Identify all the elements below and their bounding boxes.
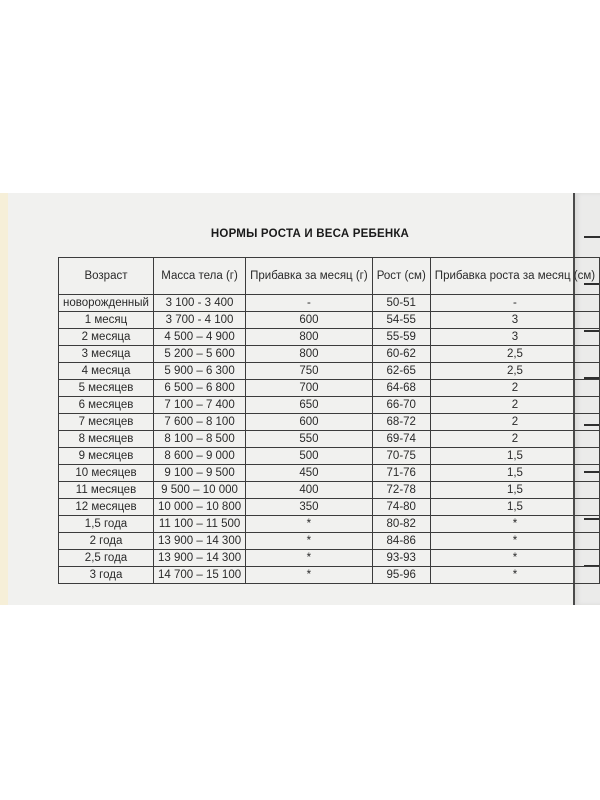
table-header-row (59, 258, 600, 295)
table-row (59, 448, 600, 465)
body-mass-cell: 11 100 – 11 500 (153, 516, 245, 533)
age-cell: 3 месяца (59, 346, 154, 363)
weight-gain-cell: - (246, 295, 373, 312)
weight-gain-cell: 500 (246, 448, 373, 465)
body-mass-cell: 5 200 – 5 600 (153, 346, 245, 363)
body-mass-cell: 4 500 – 4 900 (153, 329, 245, 346)
age-cell: 4 месяца (59, 363, 154, 380)
table-row (59, 482, 600, 499)
weight-gain-cell: * (246, 550, 373, 567)
age-cell: 2 месяца (59, 329, 154, 346)
table-row (59, 431, 600, 448)
table-row (59, 550, 600, 567)
height-cell: 68-72 (372, 414, 430, 431)
height-gain-cell: 2 (430, 397, 599, 414)
table-row (59, 346, 600, 363)
height-gain-cell: 1,5 (430, 482, 599, 499)
table-row (59, 533, 600, 550)
header-body-mass: Масса тела (г) (153, 258, 245, 295)
body-mass-cell: 8 100 – 8 500 (153, 431, 245, 448)
table-row (59, 397, 600, 414)
height-cell: 70-75 (372, 448, 430, 465)
body-mass-cell: 13 900 – 14 300 (153, 533, 245, 550)
table-body (59, 295, 600, 584)
height-gain-cell: - (430, 295, 599, 312)
body-mass-cell: 6 500 – 6 800 (153, 380, 245, 397)
table-row (59, 414, 600, 431)
height-cell: 84-86 (372, 533, 430, 550)
height-gain-cell: 3 (430, 312, 599, 329)
body-mass-cell: 7 100 – 7 400 (153, 397, 245, 414)
weight-gain-cell: 550 (246, 431, 373, 448)
height-cell: 50-51 (372, 295, 430, 312)
age-cell: 11 месяцев (59, 482, 154, 499)
weight-gain-cell: * (246, 567, 373, 584)
table-row (59, 465, 600, 482)
height-cell: 55-59 (372, 329, 430, 346)
weight-gain-cell: 750 (246, 363, 373, 380)
age-cell: 10 месяцев (59, 465, 154, 482)
height-gain-cell: 2,5 (430, 363, 599, 380)
weight-gain-cell: 800 (246, 346, 373, 363)
body-mass-cell: 9 500 – 10 000 (153, 482, 245, 499)
height-cell: 80-82 (372, 516, 430, 533)
body-mass-cell: 13 900 – 14 300 (153, 550, 245, 567)
weight-gain-cell: 600 (246, 414, 373, 431)
weight-gain-cell: 350 (246, 499, 373, 516)
height-cell: 66-70 (372, 397, 430, 414)
body-mass-cell: 5 900 – 6 300 (153, 363, 245, 380)
height-gain-cell: 1,5 (430, 448, 599, 465)
growth-weight-table (58, 257, 600, 584)
age-cell: 1 месяц (59, 312, 154, 329)
age-cell: 7 месяцев (59, 414, 154, 431)
table-row (59, 295, 600, 312)
age-cell: 12 месяцев (59, 499, 154, 516)
page-title: НОРМЫ РОСТА И ВЕСА РЕБЕНКА (210, 228, 410, 240)
age-cell: 8 месяцев (59, 431, 154, 448)
header-monthly-weight-gain: Прибавка за месяц (г) (246, 258, 373, 295)
table-row (59, 499, 600, 516)
body-mass-cell: 10 000 – 10 800 (153, 499, 245, 516)
table-row (59, 312, 600, 329)
height-gain-cell: 2,5 (430, 346, 599, 363)
height-cell: 69-74 (372, 431, 430, 448)
age-cell: 2,5 года (59, 550, 154, 567)
height-gain-cell: * (430, 516, 599, 533)
height-gain-cell: 2 (430, 414, 599, 431)
height-cell: 71-76 (372, 465, 430, 482)
table-row (59, 363, 600, 380)
height-gain-cell: 3 (430, 329, 599, 346)
body-mass-cell: 3 100 - 3 400 (153, 295, 245, 312)
age-cell: 5 месяцев (59, 380, 154, 397)
table-row (59, 380, 600, 397)
header-age: Возраст (59, 258, 154, 295)
body-mass-cell: 8 600 – 9 000 (153, 448, 245, 465)
height-cell: 60-62 (372, 346, 430, 363)
body-mass-cell: 14 700 – 15 100 (153, 567, 245, 584)
height-cell: 62-65 (372, 363, 430, 380)
height-cell: 72-78 (372, 482, 430, 499)
height-gain-cell: * (430, 550, 599, 567)
height-cell: 64-68 (372, 380, 430, 397)
height-gain-cell: 2 (430, 431, 599, 448)
table-row (59, 329, 600, 346)
age-cell: 9 месяцев (59, 448, 154, 465)
age-cell: 6 месяцев (59, 397, 154, 414)
height-cell: 95-96 (372, 567, 430, 584)
body-mass-cell: 7 600 – 8 100 (153, 414, 245, 431)
weight-gain-cell: 600 (246, 312, 373, 329)
height-gain-cell: 1,5 (430, 465, 599, 482)
table-row (59, 567, 600, 584)
height-cell: 54-55 (372, 312, 430, 329)
body-mass-cell: 9 100 – 9 500 (153, 465, 245, 482)
weight-gain-cell: 450 (246, 465, 373, 482)
weight-gain-cell: 800 (246, 329, 373, 346)
age-cell: 3 года (59, 567, 154, 584)
height-gain-cell: 1,5 (430, 499, 599, 516)
weight-gain-cell: 400 (246, 482, 373, 499)
weight-gain-cell: * (246, 533, 373, 550)
height-gain-cell: * (430, 567, 599, 584)
age-cell: новорожденный (59, 295, 154, 312)
header-height: Рост (см) (372, 258, 430, 295)
height-cell: 74-80 (372, 499, 430, 516)
page-left-edge (0, 193, 8, 605)
height-gain-cell: 2 (430, 380, 599, 397)
binding-mark (584, 236, 600, 238)
height-gain-cell: * (430, 533, 599, 550)
weight-gain-cell: 650 (246, 397, 373, 414)
weight-gain-cell: * (246, 516, 373, 533)
weight-gain-cell: 700 (246, 380, 373, 397)
age-cell: 1,5 года (59, 516, 154, 533)
table-row (59, 516, 600, 533)
age-cell: 2 года (59, 533, 154, 550)
body-mass-cell: 3 700 - 4 100 (153, 312, 245, 329)
height-cell: 93-93 (372, 550, 430, 567)
header-monthly-height-gain: Прибавка роста за месяц (см) (430, 258, 599, 295)
